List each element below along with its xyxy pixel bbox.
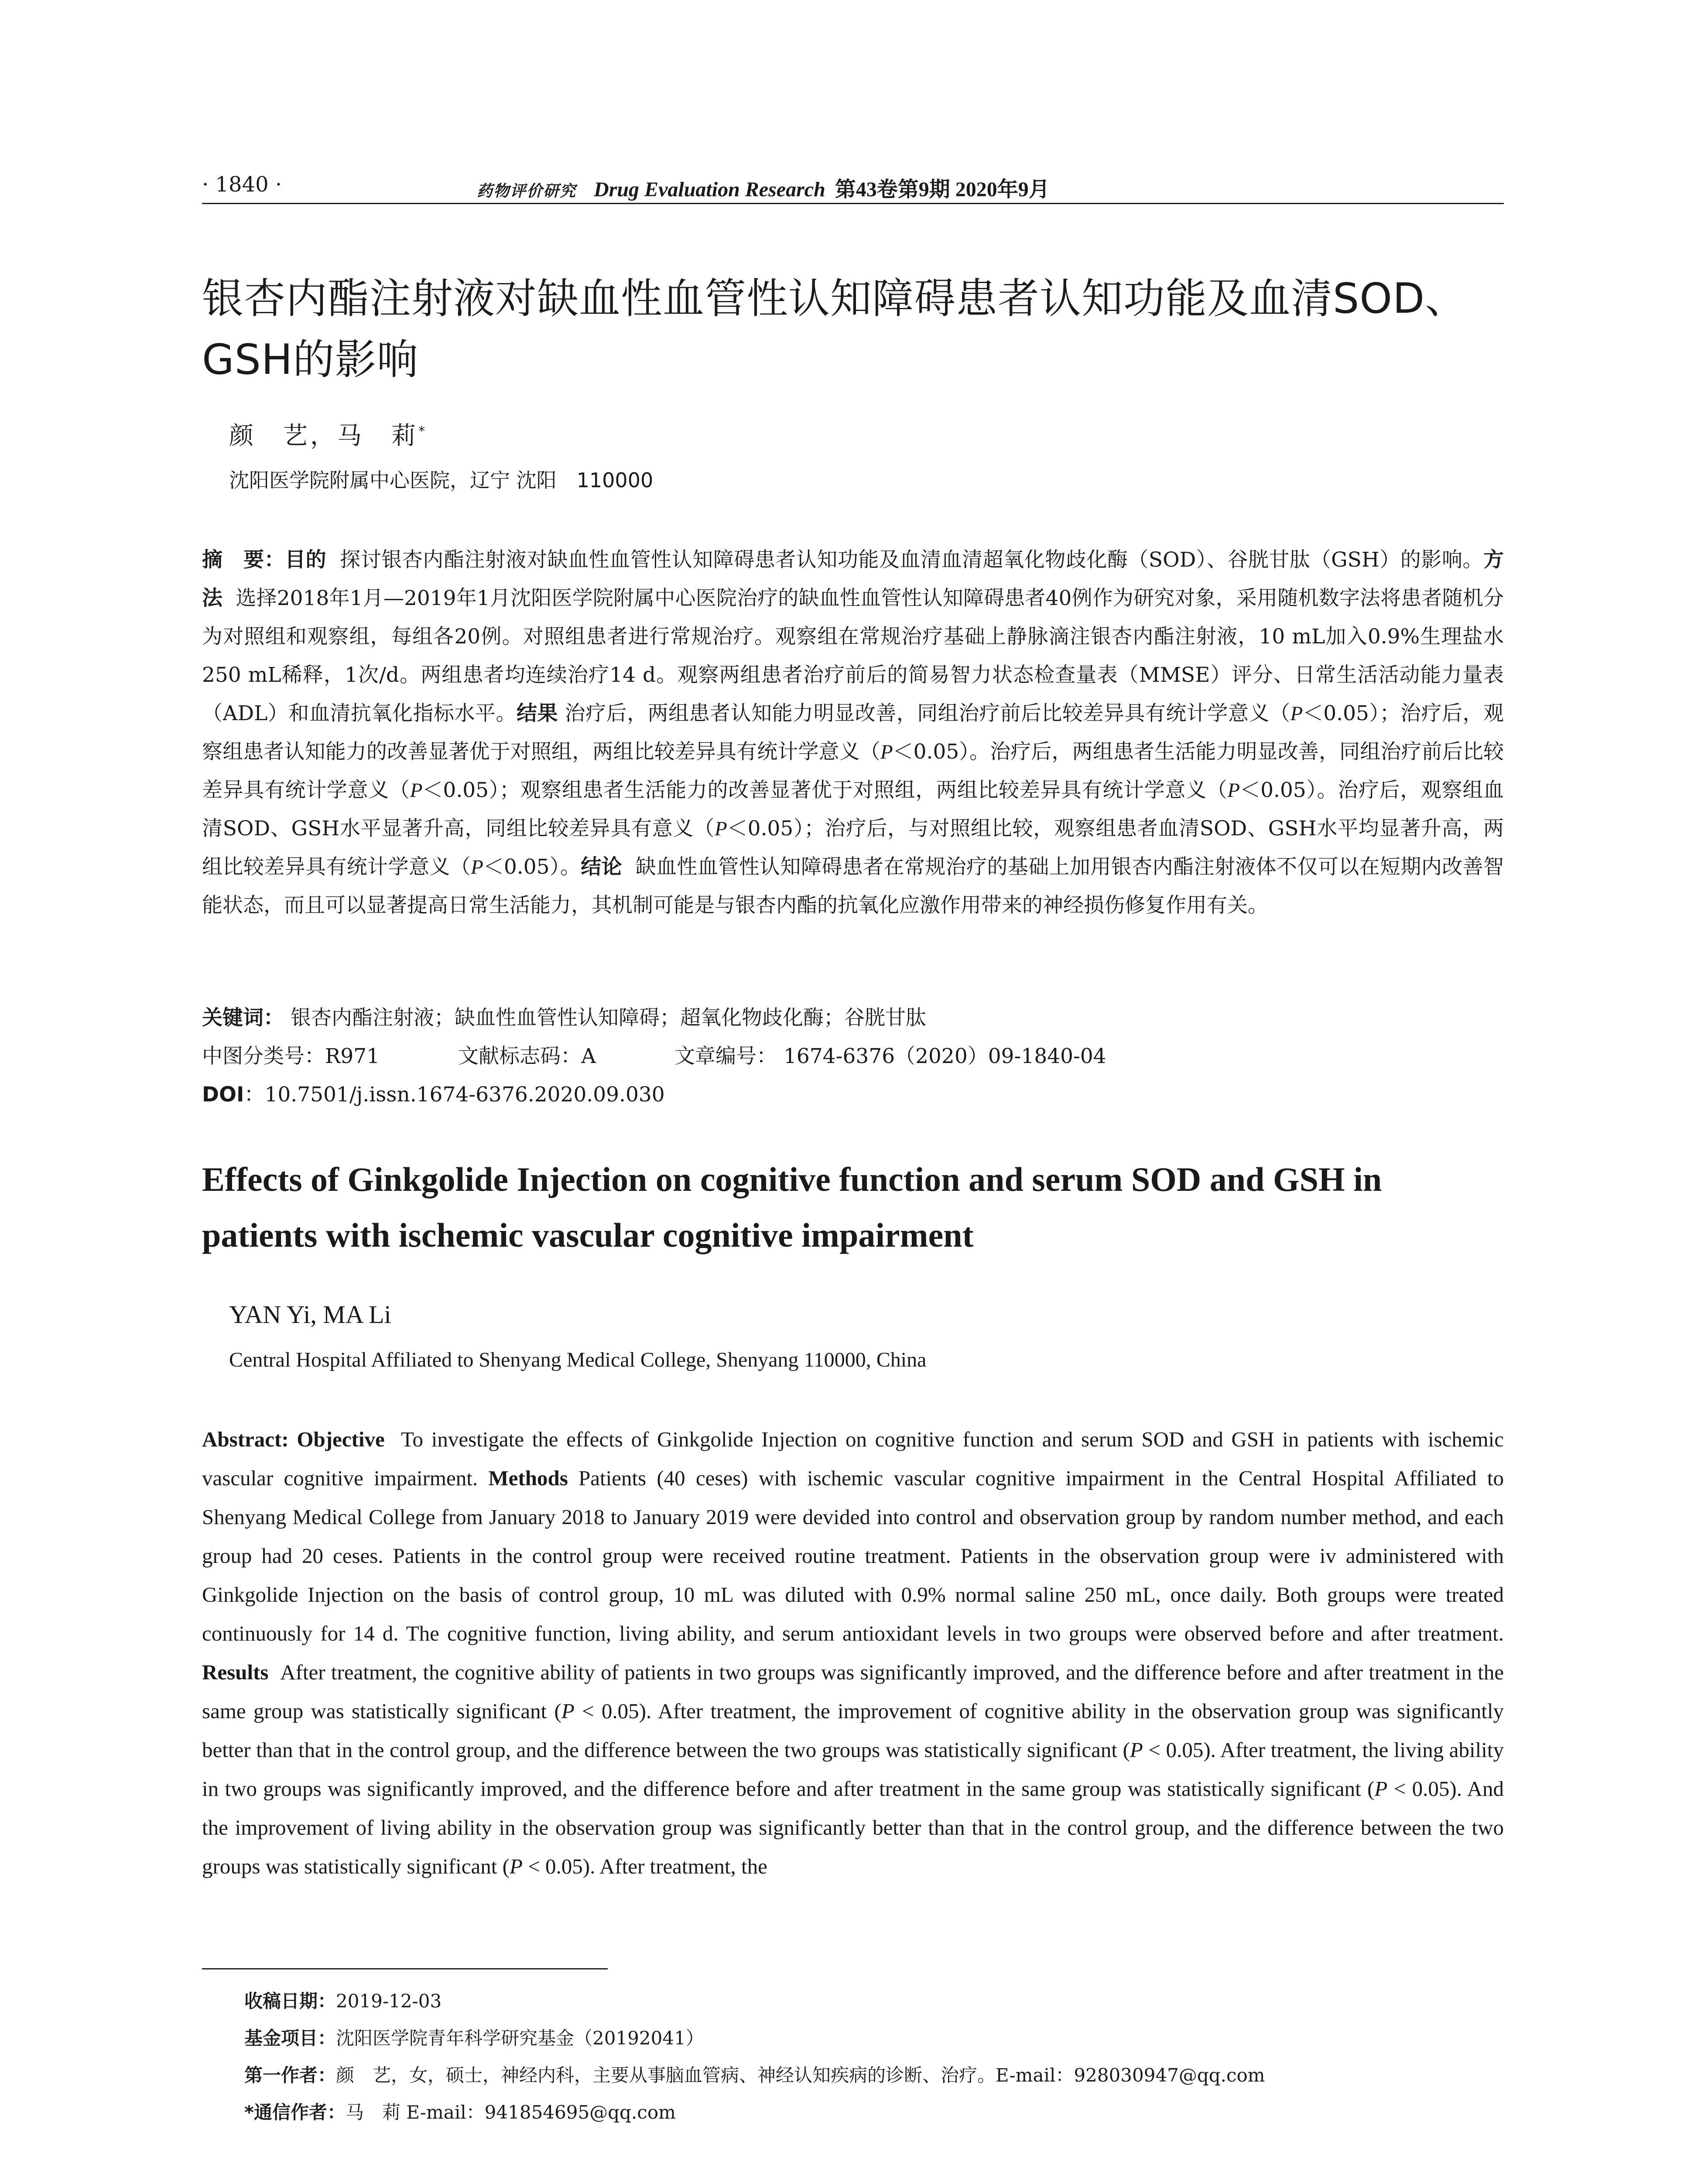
header-rule	[202, 203, 1504, 204]
article-id-value: 1674-6376（2020）09-1840-04	[784, 1044, 1106, 1068]
doi-label: DOI	[202, 1083, 244, 1107]
corresponding-text: 马 莉 E-mail：941854695@qq.com	[345, 2102, 676, 2123]
en-title: Effects of Ginkgolide Injection on cognitive function and serum SOD and GSH in patients with ischemic vascular cognitive impairment	[202, 1160, 1382, 1254]
cn-title: 银杏内酯注射液对缺血性血管性认知障碍患者认知功能及血清SOD、GSH的影响	[202, 275, 1467, 384]
cn-author-names: 颜 艺，马 莉	[229, 422, 418, 450]
journal-issue: 第43卷第9期 2020年9月	[835, 178, 1050, 201]
p-symbol: P	[1290, 702, 1303, 725]
cn-objective-label: 目的	[285, 548, 327, 572]
page-number: · 1840 ·	[202, 172, 282, 197]
cn-affiliation: 沈阳医学院附属中心医院，辽宁 沈阳 110000	[229, 468, 654, 492]
running-header	[202, 172, 1504, 203]
en-abstract	[202, 1420, 1504, 1886]
en-results-text: < 0.05). After treatment, the improvement of cognitive ability in the observation group was significantly better than that in the control group, and the difference between the two groups was statistically significant (	[202, 1699, 1504, 1762]
cn-abstract	[202, 541, 1504, 925]
doi-value: ：10.7501/j.issn.1674-6376.2020.09.030	[244, 1083, 665, 1107]
en-authors: YAN Yi, MA Li	[229, 1300, 391, 1329]
cn-conclusion-text: 缺血性血管性认知障碍患者在常规治疗的基础上加用银杏内酯注射液体不仅可以在短期内改善智能状态，而且可以显著提高日常生活能力，其机制可能是与银杏内酯的抗氧化应激作用带来的神经损伤修复作用有关。	[202, 855, 1504, 917]
cn-results-text: 治疗后，两组患者认知能力明显改善，同组治疗前后比较差异具有统计学意义（	[565, 701, 1290, 725]
en-results-text: < 0.05). After treatment, the	[522, 1854, 767, 1878]
cn-results-label: 结果	[517, 701, 558, 725]
p-symbol: P	[1374, 1777, 1388, 1801]
cn-results-text: ＜0.05）。治疗后，两组患者生活能力明显改善，同组治疗前后比较差异具有统计学意义（	[202, 740, 1504, 802]
footnote-rule	[202, 1968, 608, 1969]
cn-methods-text: 选择2018年1月—2019年1月沈阳医学院附属中心医院治疗的缺血性血管性认知障碍患者40例作为研究对象，采用随机数字法将患者随机分为对照组和观察组，每组各20例。对照组患者进行常规治疗。观察组在常规治疗基础上静脉滴注银杏内酯注射液，10 mL加入0.9%生理盐水250 mL稀释，1次/d。两组患者均连续治疗14 d。观察两组患者治疗前后的简易智力状态检查量表（MMSE）评分、日常生活活动能力量表（ADL）和血清抗氧化指标水平。	[202, 586, 1504, 725]
footnote-received	[244, 1987, 442, 2013]
p-symbol: P	[410, 779, 423, 802]
p-symbol: P	[509, 1854, 523, 1878]
article-id-label: 文章编号：	[674, 1044, 777, 1068]
cn-results-text: ＜0.05）；治疗后，观察组患者认知能力的改善显著优于对照组，两组比较差异具有统计学意义（	[202, 701, 1504, 764]
journal-logo: 药物评价研究	[477, 182, 577, 200]
received-label: 收稿日期：	[244, 1990, 336, 2012]
doc-code-label: 文献标志码：	[458, 1044, 582, 1068]
cn-results-text: ＜0.05）。	[483, 855, 581, 879]
first-author-label: 第一作者：	[244, 2065, 336, 2086]
cn-methods-label: 方法	[202, 548, 1504, 610]
cn-results-text: ＜0.05）；治疗后，与对照组比较，观察组患者血清SOD、GSH水平均显著升高，两组比较差异具有统计学意义（	[202, 817, 1504, 879]
p-symbol: P	[714, 817, 727, 840]
doi	[202, 1076, 665, 1114]
first-author-text: 颜 艺，女，硕士，神经内科，主要从事脑血管病、神经认知疾病的诊断、治疗。E-mail：928030947@qq.com	[336, 2065, 1265, 2086]
p-symbol: P	[471, 856, 483, 879]
en-results-text: < 0.05). And the improvement of living ability in the observation group was significantly better than that in the control group, and the difference between the two groups was statistically significant (	[202, 1777, 1504, 1878]
cn-authors	[229, 417, 428, 451]
cn-keywords	[202, 999, 926, 1037]
doc-code-value: A	[581, 1044, 596, 1068]
fund-text: 沈阳医学院青年科学研究基金（20192041）	[336, 2027, 704, 2049]
cn-conclusion-label: 结论	[581, 855, 623, 879]
en-objective-text: To investigate the effects of Ginkgolide Injection on cognitive function and serum SOD and GSH in patients with ischemic vascular cognitive impairment.	[202, 1427, 1504, 1490]
footnote-fund	[244, 2024, 704, 2050]
p-symbol: P	[880, 741, 893, 763]
fund-label: 基金项目：	[244, 2027, 336, 2049]
cn-objective-text: 探讨银杏内酯注射液对缺血性血管性认知障碍患者认知功能及血清血清超氧化物歧化酶（SOD）、谷胱甘肽（GSH）的影响。	[340, 548, 1484, 572]
en-abstract-label: Abstract:	[202, 1427, 289, 1451]
received-date: 2019-12-03	[336, 1990, 442, 2012]
p-symbol: P	[1227, 779, 1240, 802]
clc-value: R971	[325, 1044, 380, 1068]
en-results-text: < 0.05). After treatment, the living ability in two groups was significantly improved, and the difference before and after treatment in the same group was statistically significant (	[202, 1738, 1504, 1801]
en-results-label: Results	[202, 1660, 269, 1684]
cn-abstract-label: 摘 要：	[202, 548, 285, 572]
footnote-first-author	[244, 2061, 1265, 2087]
cn-keywords-label: 关键词：	[202, 1006, 284, 1030]
en-methods-text: Patients (40 ceses) with ischemic vascular cognitive impairment in the Central Hospital Affiliated to Shenyang Medical College from January 2018 to January 2019 were devided into control and observation group by random number method, and each group had 20 ceses. Patients in the control group were received routine treatment. Patients in the observation group were iv administered with Ginkgolide Injection on the basis of control group, 10 mL was diluted with 0.9% normal saline 250 mL, once daily. Both groups were treated continuously for 14 d. The cognitive function, living ability, and serum antioxidant levels in two groups were observed before and after treatment.	[202, 1466, 1504, 1645]
p-symbol: P	[1130, 1738, 1143, 1762]
cn-results-text: ＜0.05）。治疗后，观察组血清SOD、GSH水平显著升高，同组比较差异具有意义（	[202, 778, 1504, 841]
en-methods-label: Methods	[488, 1466, 568, 1490]
journal-name: Drug Evaluation Research	[594, 178, 825, 201]
cn-classification	[202, 1037, 1504, 1076]
footnote-corresponding	[244, 2098, 676, 2124]
cn-results-text: ＜0.05）；观察组患者生活能力的改善显著优于对照组，两组比较差异具有统计学意义（	[422, 778, 1228, 802]
corresponding-label: *通信作者：	[244, 2102, 346, 2123]
corresponding-mark: *	[418, 424, 428, 439]
en-affiliation: Central Hospital Affiliated to Shenyang Medical College, Shenyang 110000, China	[229, 1348, 927, 1371]
journal-masthead	[477, 172, 1050, 202]
en-objective-label: Objective	[297, 1427, 385, 1451]
en-results-text: After treatment, the cognitive ability of patients in two groups was significantly improved, and the difference before and after treatment in the same group was statistically significant (	[202, 1660, 1504, 1723]
cn-keywords-text: 银杏内酯注射液；缺血性血管性认知障碍；超氧化物歧化酶；谷胱甘肽	[290, 1006, 926, 1030]
clc-label: 中图分类号：	[202, 1044, 325, 1068]
p-symbol: P	[561, 1699, 575, 1723]
